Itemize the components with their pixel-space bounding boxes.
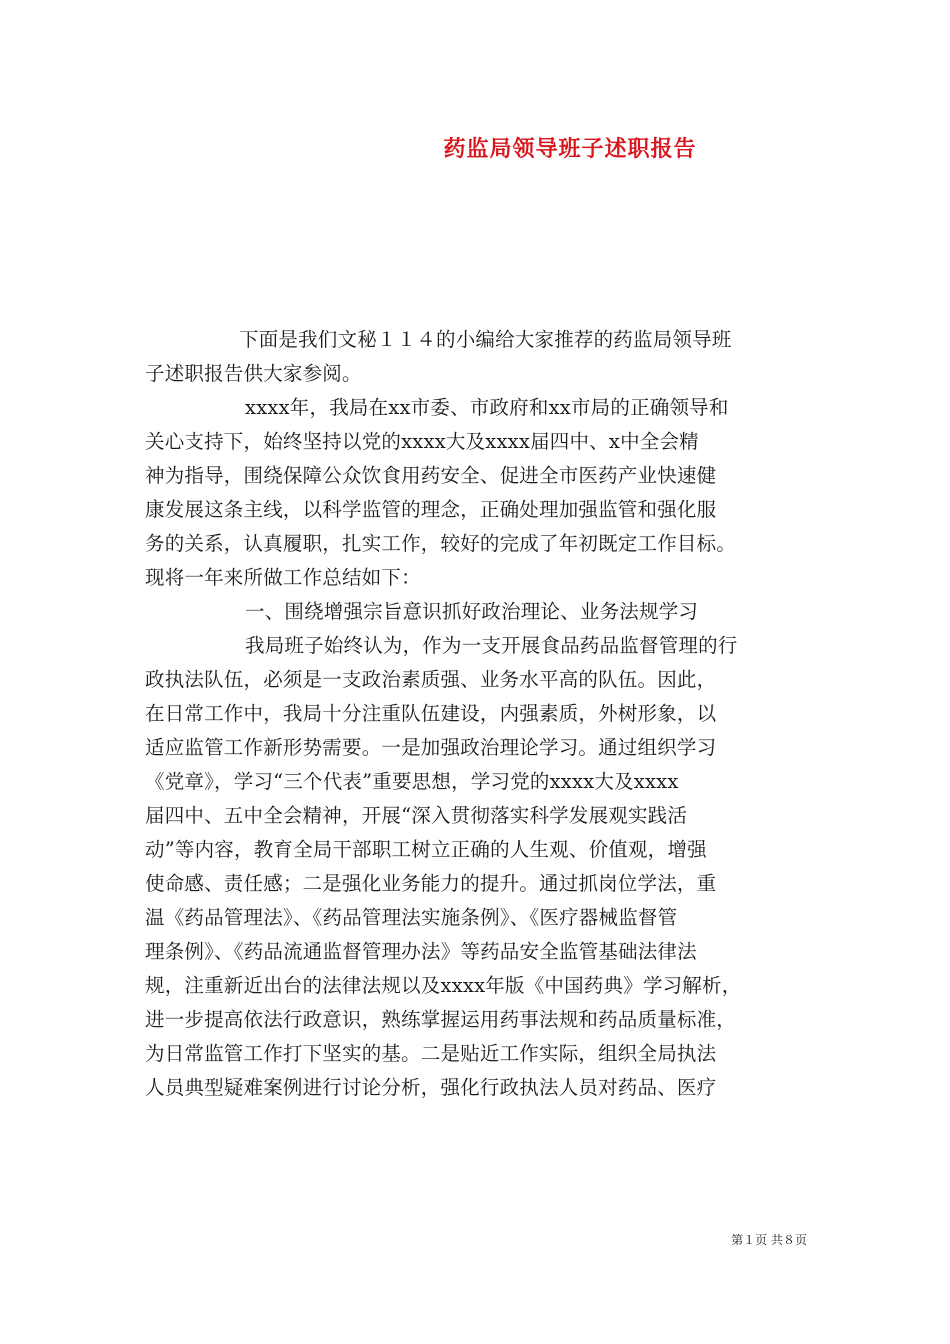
- text-line: 进一步提高依法行政意识，熟练掌握运用药事法规和药品质量标准，: [145, 1008, 737, 1031]
- document-title: 药监局领导班子述职报告: [443, 136, 697, 162]
- text-line: 神为指导，围绕保障公众饮食用药安全、促进全市医药产业快速健: [145, 464, 717, 487]
- text-line: 我局班子始终认为，作为一支开展食品药品监督管理的行: [245, 634, 738, 657]
- text-line: 人员典型疑难案例进行讨论分析，强化行政执法人员对药品、医疗: [145, 1076, 717, 1099]
- text-line: 动”等内容，教育全局干部职工树立正确的人生观、价值观，增强: [145, 838, 707, 861]
- text-line: 温《药品管理法》、《药品管理法实施条例》、《医疗器械监督管: [145, 906, 678, 929]
- text-line: 关心支持下，始终坚持以党的xxxx大及xxxx届四中、x中全会精: [145, 430, 699, 453]
- text-line: xxxx年，我局在xx市委、市政府和xx市局的正确领导和: [245, 396, 729, 419]
- text-line: 届四中、五中全会精神，开展“深入贯彻落实科学发展观实践活: [145, 804, 688, 827]
- text-line: 适应监管工作新形势需要。一是加强政治理论学习。通过组织学习: [145, 736, 717, 759]
- text-line: 政执法队伍，必须是一支政治素质强、业务水平高的队伍。因此，: [145, 668, 717, 691]
- page-footer: 第１页 共８页: [731, 1233, 807, 1247]
- document-body: [145, 323, 813, 1105]
- text-line: 子述职报告供大家参阅。: [145, 362, 362, 385]
- text-line: 一、围绕增强宗旨意识抓好政治理论、业务法规学习: [245, 600, 699, 623]
- text-line: 现将一年来所做工作总结如下：: [145, 566, 421, 589]
- text-line: 为日常监管工作打下坚实的基。二是贴近工作实际，组织全局执法: [145, 1042, 717, 1065]
- text-line: 下面是我们文秘１１４的小编给大家推荐的药监局领导班: [239, 328, 732, 351]
- text-line: 理条例》、《药品流通监督管理办法》等药品安全监管基础法律法: [145, 940, 697, 963]
- text-line: 在日常工作中，我局十分注重队伍建设，内强素质，外树形象，以: [145, 702, 717, 725]
- text-line: 康发展这条主线，以科学监管的理念，正确处理加强监管和强化服: [145, 498, 717, 521]
- text-line: 使命感、责任感；二是强化业务能力的提升。通过抓岗位学法，重: [145, 872, 717, 895]
- text-line: 《党章》，学习“三个代表”重要思想，学习党的xxxx大及xxxx: [145, 770, 679, 793]
- text-line: 规，注重新近出台的法律法规以及xxxx年版《中国药典》学习解析，: [145, 974, 742, 997]
- text-line: 务的关系，认真履职，扎实工作，较好的完成了年初既定工作目标。: [145, 532, 737, 555]
